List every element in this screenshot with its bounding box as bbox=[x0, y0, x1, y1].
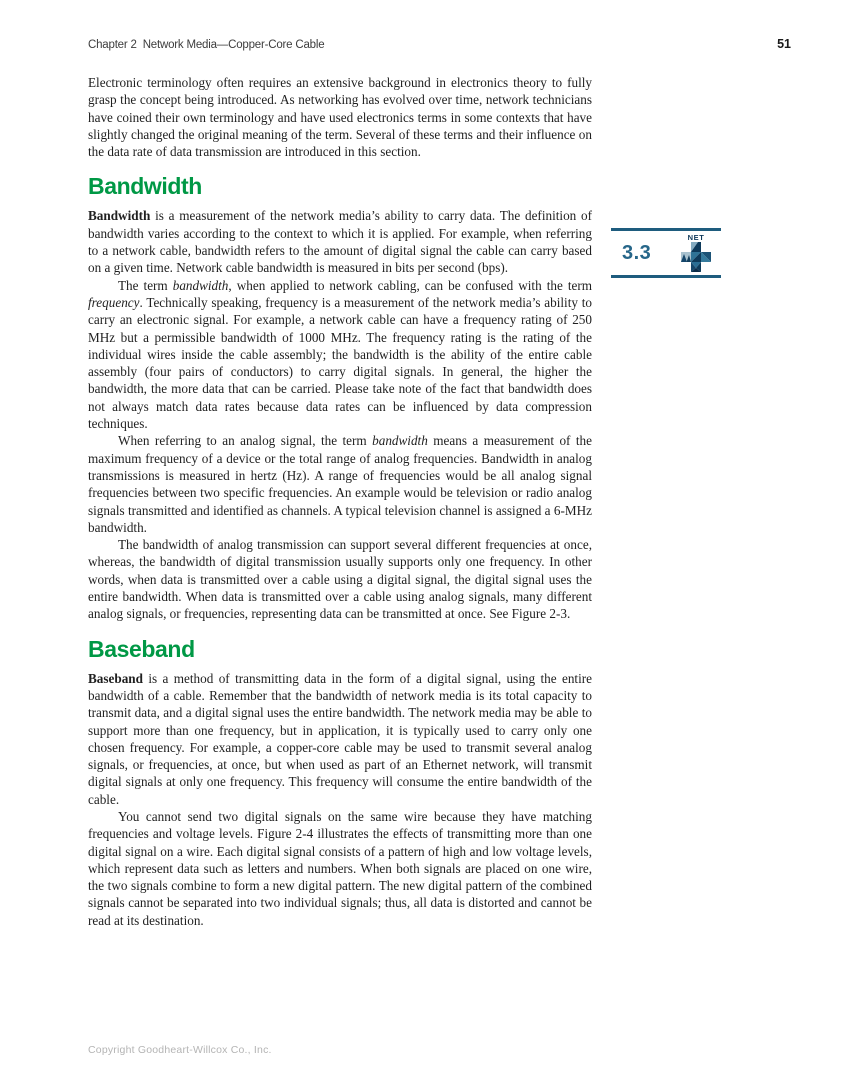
intro-paragraph: Electronic terminology often requires an extensive background in electronics theory to fully grasp the concept being introduced. As networking has evolved over time, network technicians have coined their own terminology and have used electronics terms in some contexts that have slightly changed the original meaning of the term. Several of these terms and their influence on the data rate of data transmission are introduced in this section. bbox=[88, 75, 592, 160]
body-paragraph: The bandwidth of analog transmission can support several different frequencies at once, whereas, the bandwidth of digital transmission usually supports only one frequency. In other words, when data is transmitted over a cable using a digital signal, the digital signal uses the entire bandwidth. When data is transmitted over a cable using analog signals, many different analog signals, or frequencies, representing data can be transmitted at once. See Figure 2-3. bbox=[88, 537, 592, 622]
body-paragraph: You cannot send two digital signals on the same wire because they have matching frequencies and voltage levels. Figure 2-4 illustrates the effects of transmitting more than one digital signal on a wire. Each digital signal consists of a pattern of high and low voltage levels, which represent data such as letters and numbers. When both signals are placed on one wire, the two signals combine to form a new digital pattern. The new digital pattern of the combined signals cannot be separated into two individual signals; thus, all data is distorted and cannot be read at its destination. bbox=[88, 808, 592, 928]
section-heading-bandwidth: Bandwidth bbox=[88, 173, 202, 200]
footer-copyright: Copyright Goodheart-Willcox Co., Inc. bbox=[88, 1044, 272, 1056]
chapter-title: Chapter 2 Network Media—Copper-Core Cable bbox=[88, 39, 325, 51]
objective-number: 3.3 bbox=[622, 241, 652, 264]
body-paragraph: When referring to an analog signal, the term bandwidth means a measurement of the maximum frequency of a device or the total range of analog frequencies. Bandwidth in analog transmissions is measured in hertz (Hz). A range of frequencies would be all analog signal frequencies between two specific frequencies. An example would be television or radio analog signals transmitted and identified as channels. A typical television channel is assigned a 6-MHz bandwidth. bbox=[88, 433, 592, 535]
netplus-objective-badge bbox=[611, 228, 721, 278]
running-header bbox=[88, 37, 791, 51]
net-plus-icon bbox=[679, 234, 713, 273]
section-heading-baseband: Baseband bbox=[88, 635, 195, 662]
body-paragraph: Bandwidth is a measurement of the network media’s ability to carry data. The definition of bandwidth varies according to the context to which it is applied. For example, when referring to a network cable, bandwidth refers to the amount of digital signal the cable can carry based on a given time. Network cable bandwidth is measured in bits per second (bps). bbox=[88, 208, 592, 276]
main-text-column bbox=[88, 74, 592, 929]
body-paragraph: The term bandwidth, when applied to network cabling, can be confused with the term frequency. Technically speaking, frequency is a measurement of the network media’s ability to carry an electronic signal. For example, a network cable can have a frequency rating of 250 MHz but a permissible bandwidth of 1000 MHz. The frequency rating is the rating of the individual wires inside the cable assembly; the bandwidth is the ability of the entire cable assembly (four pairs of conductors) to carry digital signals. In general, the higher the bandwidth, the more data that can be carried. Please take note of the fact that bandwidth does not always match data rates because data rates can be influenced by data compression techniques. bbox=[88, 277, 592, 432]
body-paragraph: Baseband is a method of transmitting data in the form of a digital signal, using the entire bandwidth of a cable. Remember that the bandwidth of network media is its total capacity to transmit data, and a digital signal uses the entire bandwidth. The network media may be able to support more than one frequency, but in application, it is typically used to carry only one chosen frequency. For example, a copper-core cable may be used to transmit several analog signals, or frequencies, at once, but when used as part of an Ethernet network, will transmit digital signals at only one frequency. This frequency will consume the entire bandwidth of the cable. bbox=[88, 670, 592, 807]
page-number: 51 bbox=[777, 37, 791, 51]
net-icon-label: NET bbox=[687, 232, 705, 242]
